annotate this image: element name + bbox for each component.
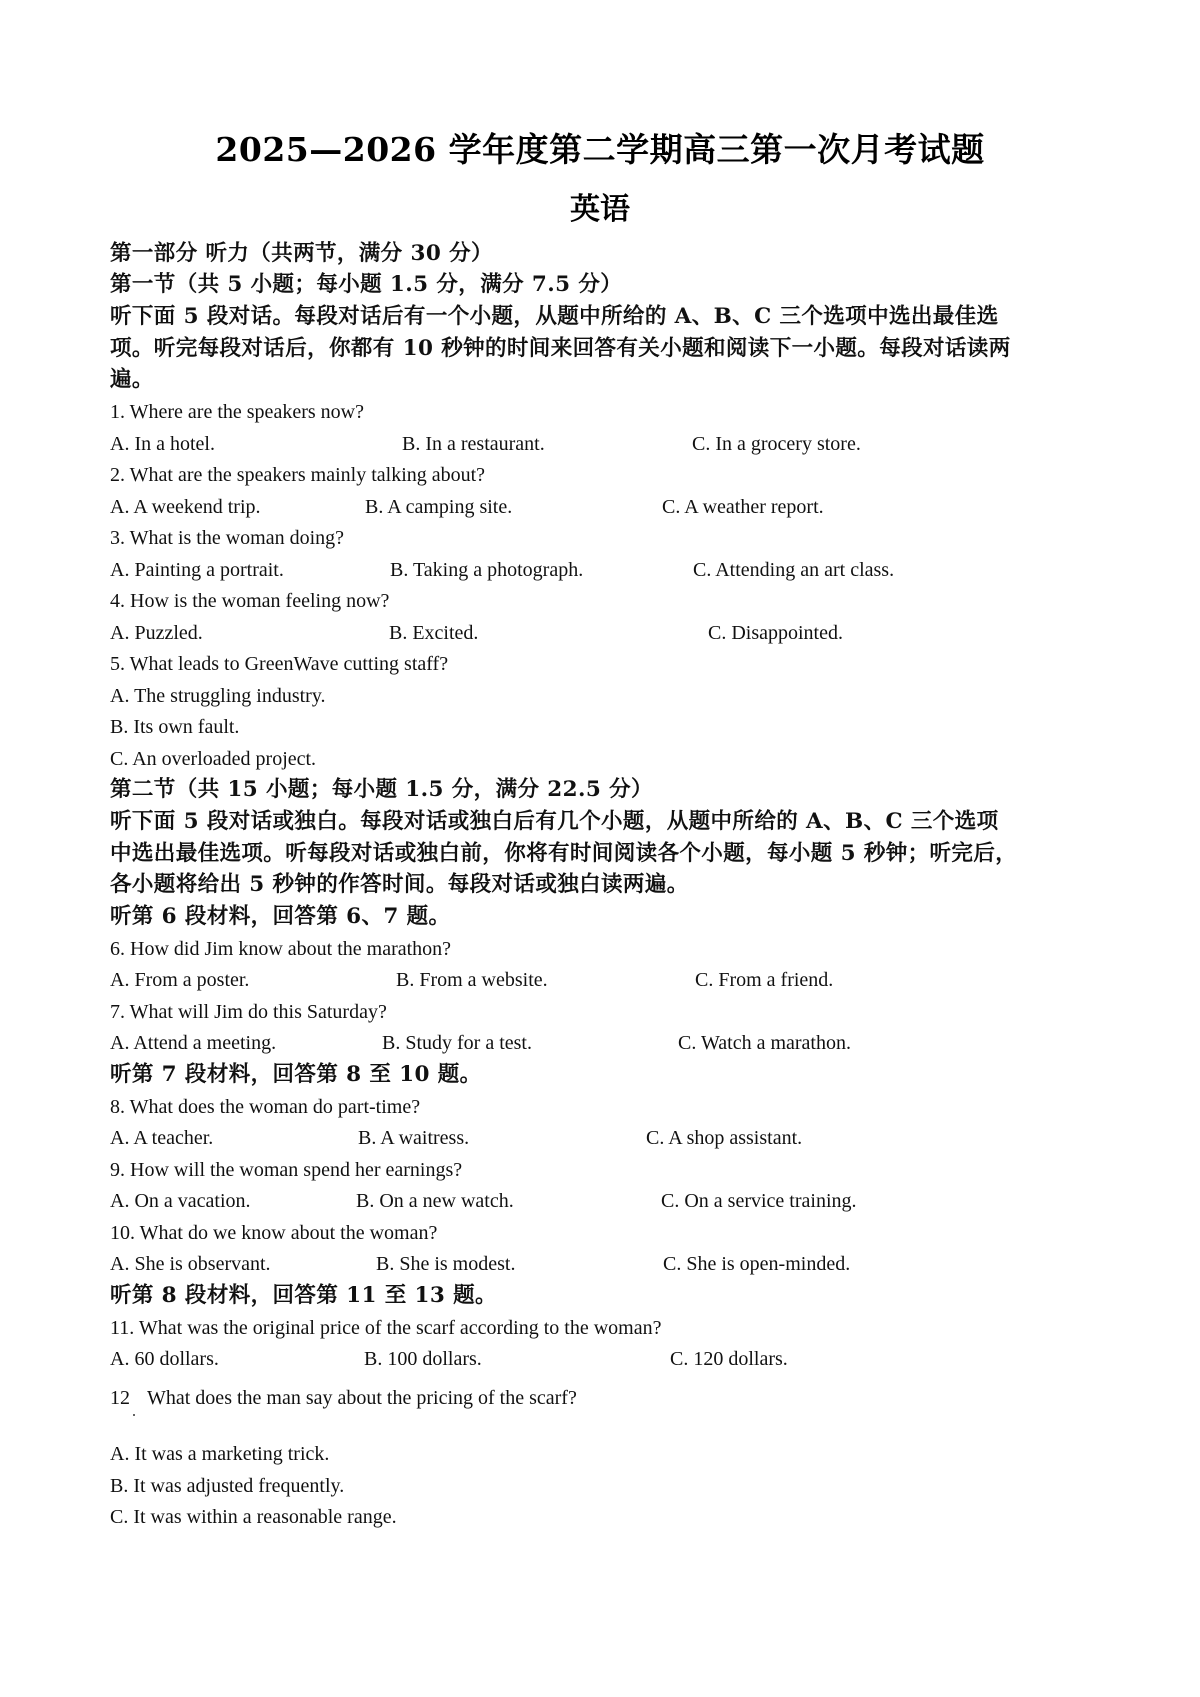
question-7-option-a: A. Attend a meeting. — [110, 1032, 277, 1054]
question-12-option-c: C. It was within a reasonable range. — [110, 1506, 397, 1528]
question-1-option-a: A. In a hotel. — [110, 433, 215, 455]
question-10-option-c: C. She is open-minded. — [663, 1253, 851, 1275]
question-1-option-b: B. In a restaurant. — [402, 433, 545, 455]
question-3-option-a: A. Painting a portrait. — [110, 559, 284, 581]
material-7-heading: 听第 7 段材料，回答第 8 至 10 题。 — [110, 1062, 482, 1087]
question-5-option-b: B. Its own fault. — [110, 716, 240, 738]
question-4-option-b: B. Excited. — [389, 622, 479, 644]
question-6-option-a: A. From a poster. — [110, 969, 250, 991]
question-6-stem: 6. How did Jim know about the marathon? — [110, 938, 452, 960]
section2-instruction-line1: 听下面 5 段对话或独白。每段对话或独白后有几个小题，从题中所给的 A、B、C 三个选项 — [110, 809, 999, 834]
section2-instruction-line2: 中选出最佳选项。听每段对话或独白前，你将有时间阅读各个小题，每小题 5 秒钟；听完后， — [110, 841, 1018, 866]
material-8-heading: 听第 8 段材料，回答第 11 至 13 题。 — [110, 1283, 497, 1308]
question-12-period-mark — [133, 1414, 135, 1416]
question-5-option-c: C. An overloaded project. — [110, 748, 317, 770]
question-1-stem: 1. Where are the speakers now? — [110, 401, 364, 423]
question-12-option-b: B. It was adjusted frequently. — [110, 1475, 345, 1497]
section1-instruction-line3: 遍。 — [110, 367, 154, 392]
question-8-option-c: C. A shop assistant. — [646, 1127, 803, 1149]
question-11-stem: 11. What was the original price of the scarf according to the woman? — [110, 1317, 662, 1339]
question-8-option-a: A. A teacher. — [110, 1127, 214, 1149]
question-9-stem: 9. How will the woman spend her earnings? — [110, 1159, 463, 1181]
question-11-option-c: C. 120 dollars. — [670, 1348, 788, 1370]
question-12-number: 12 — [110, 1387, 130, 1409]
question-10-stem: 10. What do we know about the woman? — [110, 1222, 438, 1244]
question-7-option-b: B. Study for a test. — [382, 1032, 532, 1054]
section1-heading: 第一节（共 5 小题；每小题 1.5 分，满分 7.5 分） — [110, 272, 623, 297]
exam-title: 2025—2026 学年度第二学期高三第一次月考试题 — [215, 130, 985, 169]
question-12-stem: What does the man say about the pricing of the scarf? — [147, 1387, 577, 1409]
question-8-option-b: B. A waitress. — [358, 1127, 470, 1149]
section1-instruction-line1: 听下面 5 段对话。每段对话后有一个小题，从题中所给的 A、B、C 三个选项中选出最佳选 — [110, 304, 999, 329]
question-3-stem: 3. What is the woman doing? — [110, 527, 345, 549]
question-2-option-c: C. A weather report. — [662, 496, 824, 518]
section2-instruction-line3: 各小题将给出 5 秒钟的作答时间。每段对话或独白读两遍。 — [110, 872, 689, 897]
question-3-option-c: C. Attending an art class. — [693, 559, 895, 581]
question-6-option-b: B. From a website. — [396, 969, 548, 991]
question-11-option-b: B. 100 dollars. — [364, 1348, 482, 1370]
question-4-stem: 4. How is the woman feeling now? — [110, 590, 390, 612]
question-9-option-c: C. On a service training. — [661, 1190, 857, 1212]
section1-instruction-line2: 项。听完每段对话后，你都有 10 秒钟的时间来回答有关小题和阅读下一小题。每段对话读两 — [110, 336, 1011, 361]
question-8-stem: 8. What does the woman do part-time? — [110, 1096, 421, 1118]
section2-heading: 第二节（共 15 小题；每小题 1.5 分，满分 22.5 分） — [110, 777, 653, 802]
question-10-option-a: A. She is observant. — [110, 1253, 271, 1275]
question-9-option-a: A. On a vacation. — [110, 1190, 251, 1212]
question-2-option-b: B. A camping site. — [365, 496, 513, 518]
question-1-option-c: C. In a grocery store. — [692, 433, 861, 455]
question-5-stem: 5. What leads to GreenWave cutting staff? — [110, 653, 449, 675]
subject-title: 英语 — [570, 192, 630, 227]
question-3-option-b: B. Taking a photograph. — [390, 559, 584, 581]
question-10-option-b: B. She is modest. — [376, 1253, 516, 1275]
question-6-option-c: C. From a friend. — [695, 969, 834, 991]
question-4-option-c: C. Disappointed. — [708, 622, 843, 644]
question-4-option-a: A. Puzzled. — [110, 622, 203, 644]
question-7-stem: 7. What will Jim do this Saturday? — [110, 1001, 387, 1023]
question-5-option-a: A. The struggling industry. — [110, 685, 326, 707]
question-7-option-c: C. Watch a marathon. — [678, 1032, 851, 1054]
question-2-stem: 2. What are the speakers mainly talking about? — [110, 464, 486, 486]
question-11-option-a: A. 60 dollars. — [110, 1348, 219, 1370]
question-9-option-b: B. On a new watch. — [356, 1190, 514, 1212]
question-2-option-a: A. A weekend trip. — [110, 496, 261, 518]
question-12-option-a: A. It was a marketing trick. — [110, 1443, 330, 1465]
part1-heading: 第一部分 听力（共两节，满分 30 分） — [110, 241, 493, 266]
material-6-heading: 听第 6 段材料，回答第 6、7 题。 — [110, 904, 451, 929]
